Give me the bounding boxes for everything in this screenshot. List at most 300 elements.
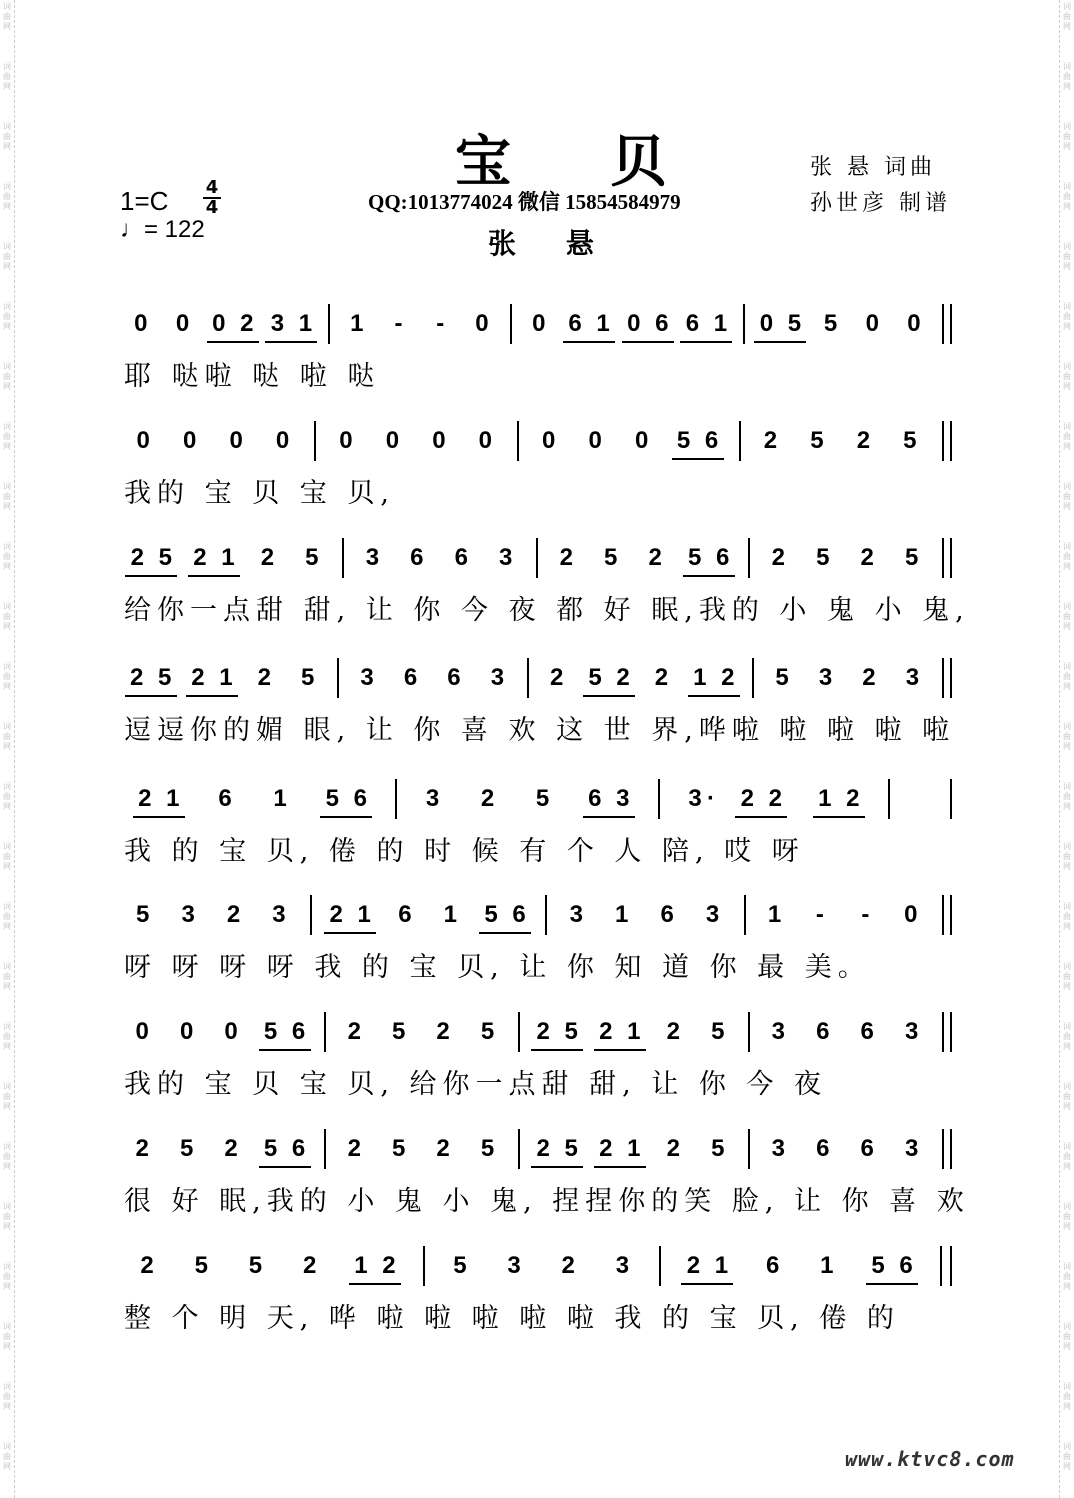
note: 5 (711, 1135, 725, 1162)
lyric-line: 我的 宝 贝 宝 贝, (124, 478, 395, 509)
margin-mark-char: 词 (3, 662, 11, 671)
beam-underline (125, 575, 177, 577)
margin-mark-char: 网 (3, 1342, 11, 1351)
note: 3 (771, 1135, 786, 1162)
margin-mark-char: 词 (1063, 482, 1071, 491)
note: 2 (666, 1135, 680, 1162)
note: 0 (136, 427, 150, 454)
margin-mark-char: 网 (1063, 442, 1071, 451)
note: 6 (291, 1018, 306, 1045)
margin-mark-char: 曲 (3, 1392, 11, 1401)
margin-mark-char: 曲 (1063, 1092, 1071, 1101)
note: 3 (181, 901, 195, 928)
margin-mark-char: 词 (1063, 602, 1071, 611)
note: 1 (221, 544, 235, 571)
tempo-marking: ♩= 122 (120, 216, 205, 243)
margin-mark-char: 词 (1063, 722, 1071, 731)
beam-underline (688, 695, 740, 697)
beam-underline (133, 816, 185, 818)
note: 3 (360, 664, 374, 691)
note: 1 (615, 901, 629, 928)
margin-mark-char: 网 (3, 262, 11, 271)
margin-mark-char: 曲 (1063, 192, 1071, 201)
note: - (815, 901, 824, 928)
barline (337, 658, 339, 698)
margin-mark-char: 网 (3, 82, 11, 91)
beam-underline (479, 932, 531, 934)
note: 3 (365, 544, 380, 571)
margin-mark-char: 词 (1063, 1082, 1071, 1091)
margin-mark-char: 曲 (1063, 1272, 1071, 1281)
margin-mark-char: 词 (3, 1322, 11, 1331)
time-signature (203, 177, 221, 218)
note: 1 (693, 664, 707, 691)
margin-mark-char: 网 (1063, 202, 1071, 211)
note: 6 (660, 901, 674, 928)
note: 1 (767, 901, 782, 928)
margin-mark-char: 词 (3, 842, 11, 851)
note: 2 (648, 544, 662, 571)
barline (950, 779, 952, 819)
note: 6 (704, 427, 719, 454)
margin-mark-char: 网 (3, 742, 11, 751)
beam-underline (259, 1166, 311, 1168)
margin-mark-char: 词 (1063, 362, 1071, 371)
note: 2 (616, 664, 630, 691)
note: 6 (588, 785, 602, 812)
note-line (120, 785, 960, 821)
barline (743, 304, 745, 344)
beam-underline (583, 695, 635, 697)
margin-mark-char: 曲 (3, 852, 11, 861)
barline (748, 1012, 750, 1052)
note: 3 (904, 1018, 919, 1045)
margin-mark-char: 曲 (3, 72, 11, 81)
margin-mark-char: 网 (1063, 1402, 1071, 1411)
barline (950, 1012, 952, 1052)
margin-mark-char: 曲 (3, 1332, 11, 1341)
note: 2 (436, 1135, 450, 1162)
margin-mark-char: 网 (1063, 322, 1071, 331)
note: 3 (507, 1252, 521, 1279)
note: 2 (740, 785, 754, 812)
dot: · (707, 785, 715, 812)
note: 2 (224, 1135, 238, 1162)
note-line (120, 1135, 960, 1171)
score-row (120, 901, 960, 983)
margin-mark-char: 网 (1063, 502, 1071, 511)
note: 6 (568, 310, 582, 337)
margin-mark-char: 曲 (1063, 672, 1071, 681)
beam-underline (735, 816, 787, 818)
note: 5 (823, 310, 838, 337)
margin-mark-char: 词 (1063, 902, 1071, 911)
lyric-line: 整 个 明 天, 哗 啦 啦 啦 啦 啦 我 的 宝 贝, 倦 的 (124, 1303, 900, 1334)
note: 5 (325, 785, 339, 812)
score-row (120, 427, 960, 509)
note: 5 (588, 664, 602, 691)
note: 1 (298, 310, 313, 337)
note: 5 (904, 544, 919, 571)
margin-mark-char: 网 (1063, 262, 1071, 271)
lyric-line: 逗逗你的媚 眼, 让 你 喜 欢 这 世 界,哗啦 啦 啦 啦 啦 (124, 715, 956, 746)
margin-mark-char: 词 (1063, 542, 1071, 551)
margin-mark-char: 网 (3, 922, 11, 931)
margin-mark-char: 网 (3, 22, 11, 31)
note: 0 (212, 310, 226, 337)
margin-mark-char: 曲 (1063, 1032, 1071, 1041)
barline (940, 1246, 942, 1286)
margin-mark-char: 词 (1063, 1142, 1071, 1151)
note: 2 (536, 1135, 550, 1162)
note: 5 (903, 427, 917, 454)
note: 0 (229, 427, 243, 454)
margin-mark-char: 词 (3, 482, 11, 491)
note: 5 (535, 785, 550, 812)
margin-mark-char: 网 (1063, 682, 1071, 691)
margin-mark-char: 曲 (3, 552, 11, 561)
note: 1 (357, 901, 371, 928)
barline (314, 421, 316, 461)
margin-mark-char: 网 (1063, 1102, 1071, 1111)
note: 6 (816, 1135, 830, 1162)
margin-mark-char: 词 (3, 602, 11, 611)
note: 6 (291, 1135, 306, 1162)
margin-mark-char: 曲 (1063, 132, 1071, 141)
barline (942, 1012, 944, 1052)
note: 1 (273, 785, 287, 812)
score-row (120, 1252, 960, 1334)
barline (659, 1246, 661, 1286)
margin-mark-char: 曲 (1063, 912, 1071, 921)
note-line (120, 544, 960, 580)
margin-mark-char: 网 (3, 1402, 11, 1411)
note: 0 (183, 427, 197, 454)
lyric-line: 我 的 宝 贝, 倦 的 时 候 有 个 人 陪, 哎 呀 (124, 836, 805, 867)
note: 5 (775, 664, 789, 691)
beam-underline (672, 458, 724, 460)
barline (342, 538, 344, 578)
margin-mark-char: 曲 (1063, 432, 1071, 441)
time-signature-top: 4 (205, 177, 219, 198)
note: 2 (302, 1252, 317, 1279)
margin-mark-char: 词 (3, 422, 11, 431)
margin-mark-char: 曲 (3, 612, 11, 621)
note: 2 (860, 544, 874, 571)
note: 2 (686, 1252, 701, 1279)
note: 2 (191, 664, 205, 691)
beam-underline (813, 816, 865, 818)
margin-mark-char: 曲 (1063, 72, 1071, 81)
beam-underline (259, 1049, 311, 1051)
note: 2 (382, 1252, 396, 1279)
margin-mark-char: 曲 (1063, 1332, 1071, 1341)
note: 3 (905, 664, 920, 691)
beam-underline (680, 341, 732, 343)
note: 2 (347, 1135, 361, 1162)
note: 2 (599, 1135, 613, 1162)
lyric-line: 给你一点甜 甜, 让 你 今 夜 都 好 眠,我的 小 鬼 小 鬼, (124, 595, 970, 626)
note: 1 (714, 1252, 729, 1279)
note: 1 (443, 901, 458, 928)
note: 0 (134, 310, 148, 337)
beam-underline (531, 1166, 583, 1168)
note: 1 (354, 1252, 368, 1279)
barline (527, 658, 529, 698)
note: 5 (248, 1252, 263, 1279)
margin-mark-char: 曲 (1063, 1452, 1071, 1461)
note: 5 (136, 901, 150, 928)
note: - (436, 310, 445, 337)
margin-mark-char: 网 (1063, 142, 1071, 151)
margin-mark-char: 网 (3, 442, 11, 451)
note: 1 (627, 1018, 641, 1045)
note: 6 (218, 785, 232, 812)
note: 5 (564, 1135, 578, 1162)
margin-mark-char: 曲 (3, 1032, 11, 1041)
barline (324, 1129, 326, 1169)
margin-mark-char: 网 (3, 562, 11, 571)
beam-underline (681, 1283, 733, 1285)
margin-mark-char: 词 (3, 1082, 11, 1091)
note: 6 (860, 1018, 874, 1045)
barline (950, 1246, 952, 1286)
singer-name: 张 悬 (488, 227, 614, 260)
beam-underline (320, 816, 372, 818)
barline (536, 538, 538, 578)
note: 5 (179, 1135, 194, 1162)
barline (950, 895, 952, 935)
margin-mark-char: 曲 (3, 192, 11, 201)
note: - (394, 310, 403, 337)
note: 6 (398, 901, 412, 928)
note: 6 (512, 901, 526, 928)
margin-mark-char: 网 (1063, 982, 1071, 991)
margin-mark-char: 词 (3, 302, 11, 311)
margin-mark-char: 网 (3, 982, 11, 991)
beam-underline (866, 1283, 918, 1285)
margin-mark-char: 网 (3, 1282, 11, 1291)
margin-mark-char: 曲 (3, 1212, 11, 1221)
time-signature-bottom: 4 (205, 197, 219, 218)
margin-mark-char: 网 (3, 682, 11, 691)
barline (510, 304, 512, 344)
margin-mark-char: 词 (3, 782, 11, 791)
note: 0 (339, 427, 353, 454)
note: 2 (654, 664, 669, 691)
margin-mark-char: 曲 (3, 132, 11, 141)
margin-mark-char: 曲 (1063, 312, 1071, 321)
note: 5 (263, 1018, 278, 1045)
barline (545, 895, 547, 935)
margin-mark-char: 曲 (3, 252, 11, 261)
note: 1 (627, 1135, 641, 1162)
margin-mark-char: 词 (1063, 842, 1071, 851)
note: 2 (329, 901, 343, 928)
margin-mark-char: 曲 (1063, 792, 1071, 801)
right-margin-watermark (1059, 0, 1074, 1498)
credit-lyrics-music: 张 悬 词曲 (810, 155, 936, 180)
note: 0 (175, 310, 190, 337)
margin-mark-char: 网 (1063, 802, 1071, 811)
margin-mark-char: 词 (3, 1142, 11, 1151)
note: 6 (860, 1135, 874, 1162)
note-line (120, 1018, 960, 1054)
margin-mark-char: 词 (1063, 782, 1071, 791)
barline (942, 895, 944, 935)
note-line (120, 310, 960, 346)
margin-mark-char: 网 (3, 382, 11, 391)
contact-info: QQ:1013774024 微信 15854584979 (368, 190, 681, 214)
margin-mark-char: 曲 (3, 972, 11, 981)
note: 2 (846, 785, 860, 812)
note: 2 (135, 1135, 149, 1162)
note: 5 (871, 1252, 885, 1279)
note: 0 (179, 1018, 194, 1045)
margin-mark-char: 词 (1063, 962, 1071, 971)
note: 1 (596, 310, 610, 337)
left-margin-watermark (0, 0, 15, 1498)
note: 3 (425, 785, 440, 812)
margin-mark-char: 词 (1063, 1262, 1071, 1271)
note: 2 (768, 785, 782, 812)
beam-underline (622, 341, 674, 343)
margin-mark-char: 网 (3, 1222, 11, 1231)
note-line (120, 901, 960, 937)
margin-mark-char: 词 (1063, 662, 1071, 671)
margin-mark-char: 词 (1063, 2, 1071, 11)
note: 5 (687, 544, 702, 571)
margin-mark-char: 曲 (1063, 612, 1071, 621)
margin-mark-char: 曲 (1063, 1392, 1071, 1401)
margin-mark-char: 曲 (3, 372, 11, 381)
note: 2 (347, 1018, 361, 1045)
beam-underline (594, 1049, 646, 1051)
note: 5 (453, 1252, 467, 1279)
margin-mark-char: 词 (3, 962, 11, 971)
site-watermark: www.ktvc8.com (845, 1447, 1015, 1471)
note: 5 (194, 1252, 208, 1279)
note: 6 (447, 664, 461, 691)
margin-mark-char: 曲 (1063, 12, 1071, 21)
note: 0 (865, 310, 879, 337)
margin-mark-char: 词 (3, 1202, 11, 1211)
margin-mark-char: 曲 (1063, 1152, 1071, 1161)
note: 3 (569, 901, 583, 928)
margin-mark-char: 曲 (1063, 972, 1071, 981)
barline (942, 304, 944, 344)
margin-mark-char: 网 (1063, 82, 1071, 91)
barline (942, 538, 944, 578)
note: 0 (588, 427, 602, 454)
margin-mark-char: 网 (3, 802, 11, 811)
margin-mark-char: 曲 (3, 732, 11, 741)
barline (942, 658, 944, 698)
margin-mark-char: 曲 (3, 12, 11, 21)
lyric-line: 我的 宝 贝 宝 贝, 给你一点甜 甜, 让 你 今 夜 (124, 1069, 827, 1100)
note: 2 (138, 785, 152, 812)
note: 2 (226, 901, 241, 928)
barline (395, 779, 397, 819)
barline (888, 779, 890, 819)
note: 2 (240, 310, 254, 337)
note: 0 (532, 310, 546, 337)
margin-mark-char: 网 (1063, 862, 1071, 871)
note: - (861, 901, 870, 928)
beam-underline (349, 1283, 401, 1285)
margin-mark-char: 曲 (3, 492, 11, 501)
beam-underline (265, 341, 317, 343)
note: 1 (818, 785, 832, 812)
margin-mark-char: 网 (1063, 1342, 1071, 1351)
note: 1 (820, 1252, 834, 1279)
margin-mark-char: 词 (3, 1442, 11, 1451)
beam-underline (531, 1049, 583, 1051)
margin-mark-char: 网 (3, 1462, 11, 1471)
margin-mark-char: 词 (3, 242, 11, 251)
margin-mark-char: 网 (3, 622, 11, 631)
note: 6 (816, 1018, 830, 1045)
note: 3 (272, 901, 286, 928)
barline (752, 658, 754, 698)
note: 5 (157, 664, 172, 691)
barline (324, 1012, 326, 1052)
note: 2 (856, 427, 871, 454)
margin-mark-char: 词 (3, 2, 11, 11)
lyric-line: 很 好 眠,我的 小 鬼 小 鬼, 捏捏你的笑 脸, 让 你 喜 欢 (124, 1186, 970, 1217)
note: 6 (655, 310, 669, 337)
barline (517, 421, 519, 461)
note: 0 (478, 427, 493, 454)
margin-mark-char: 词 (1063, 422, 1071, 431)
margin-mark-char: 曲 (3, 672, 11, 681)
note: 0 (634, 427, 649, 454)
note: 2 (599, 1018, 613, 1045)
margin-mark-char: 词 (1063, 242, 1071, 251)
margin-mark-char: 曲 (1063, 1212, 1071, 1221)
note: 2 (550, 664, 564, 691)
note: 2 (257, 664, 271, 691)
note: 3 (615, 1252, 630, 1279)
beam-underline (125, 695, 177, 697)
note: 5 (676, 427, 691, 454)
note: 5 (305, 544, 319, 571)
margin-mark-char: 词 (1063, 1202, 1071, 1211)
beam-underline (754, 341, 806, 343)
margin-mark-char: 词 (3, 62, 11, 71)
note: 3 (705, 901, 720, 928)
barline (748, 1129, 750, 1169)
note-line (120, 1252, 960, 1288)
margin-mark-char: 网 (3, 502, 11, 511)
note: 2 (260, 544, 275, 571)
margin-mark-char: 网 (1063, 922, 1071, 931)
margin-mark-char: 曲 (3, 1272, 11, 1281)
note: 3 (904, 1135, 919, 1162)
score-row (120, 785, 960, 867)
note: 0 (475, 310, 489, 337)
note: 2 (129, 664, 144, 691)
note: 6 (899, 1252, 913, 1279)
margin-mark-char: 网 (1063, 1462, 1071, 1471)
margin-mark-char: 词 (1063, 182, 1071, 191)
barline (518, 1129, 520, 1169)
note: 2 (480, 785, 495, 812)
barline (739, 421, 741, 461)
margin-mark-char: 词 (3, 362, 11, 371)
margin-mark-char: 词 (3, 182, 11, 191)
note: 5 (484, 901, 498, 928)
